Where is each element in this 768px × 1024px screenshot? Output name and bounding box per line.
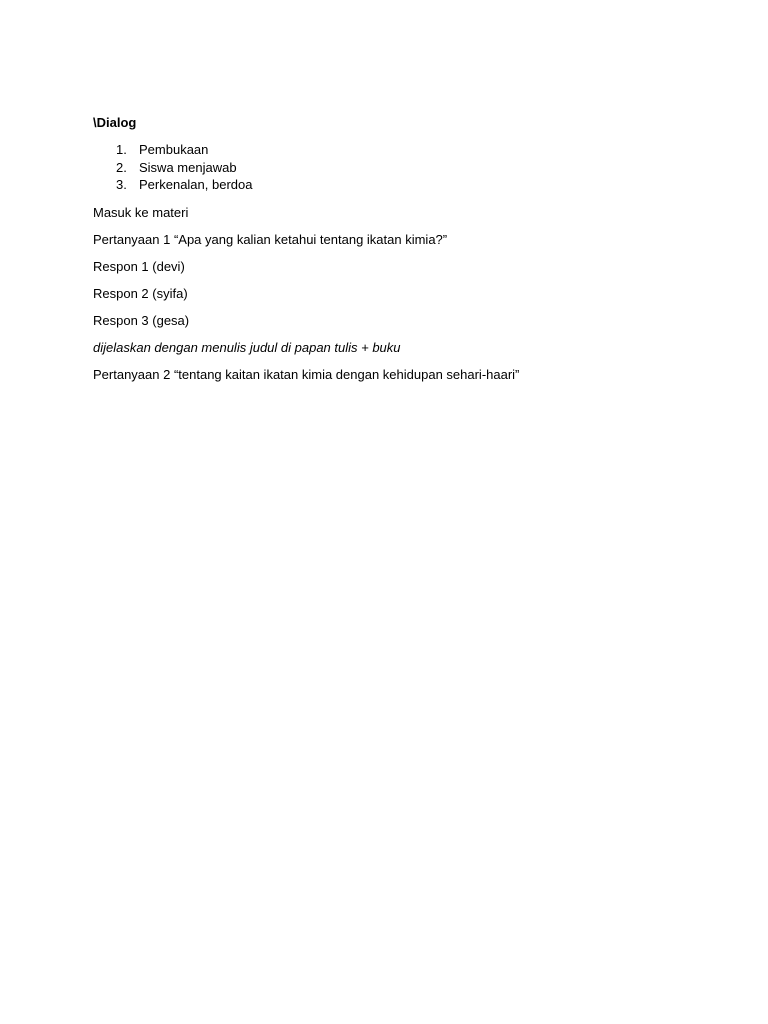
paragraph-response-1: Respon 1 (devi) — [93, 258, 185, 274]
document-heading: \Dialog — [93, 115, 137, 130]
list-item — [93, 176, 693, 194]
list-text: Perkenalan, berdoa — [139, 177, 253, 193]
list-item — [93, 141, 693, 159]
paragraph-response-3: Respon 3 (gesa) — [93, 312, 190, 328]
paragraph-question-1: Pertanyaan 1 “Apa yang kalian ketahui tentang ikatan kimia?” — [93, 231, 448, 247]
paragraph-materi: Masuk ke materi — [93, 204, 189, 220]
list-number: 3. — [116, 177, 127, 193]
list-number: 1. — [116, 142, 127, 158]
list-text: Siswa menjawab — [139, 159, 237, 175]
paragraph-response-2: Respon 2 (syifa) — [93, 285, 188, 301]
list-text: Pembukaan — [139, 142, 209, 158]
list-item — [93, 159, 693, 177]
paragraph-question-2: Pertanyaan 2 “tentang kaitan ikatan kimia dengan kehidupan sehari-haari” — [93, 366, 520, 382]
list-number: 2. — [116, 159, 127, 175]
numbered-list — [93, 141, 693, 194]
document-body — [93, 114, 693, 393]
paragraph-explanation: dijelaskan dengan menulis judul di papan tulis + buku — [93, 339, 401, 355]
